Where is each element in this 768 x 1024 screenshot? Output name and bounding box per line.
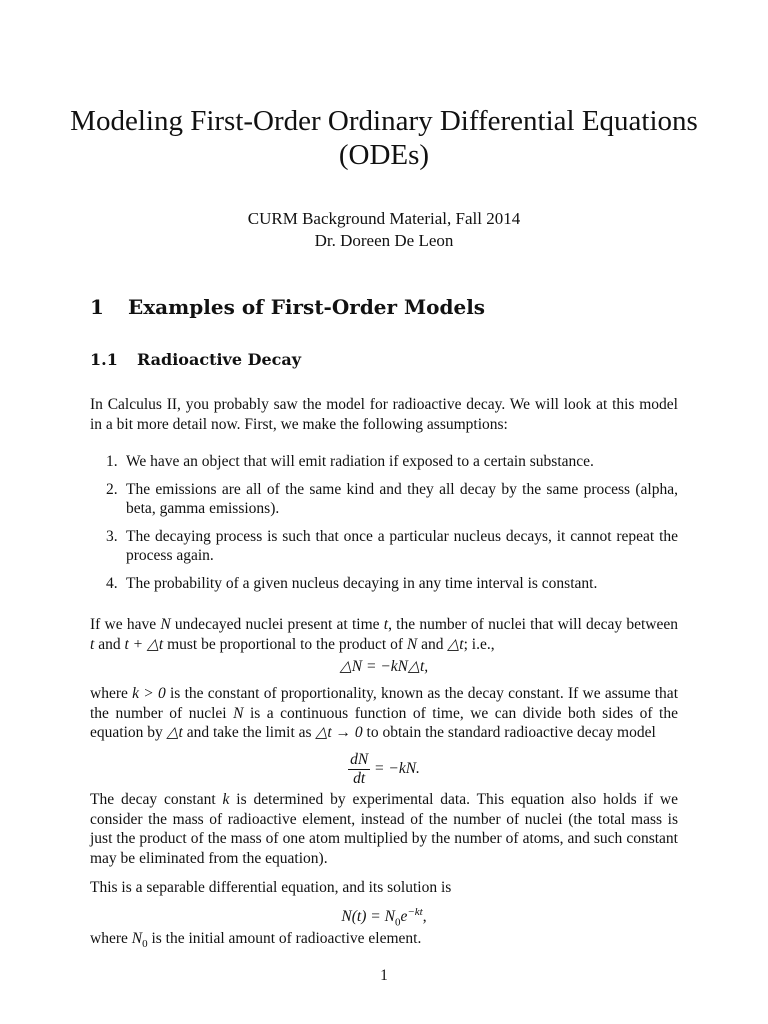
math-var: N — [233, 704, 244, 722]
text-run: is determined by experimental data. This equation also holds if we consider the mass of radioactive element, instead of the number of nuclei (the total mass is just the product of the mass of one atom multiplied by the number of atoms, and such constant may be eliminated from the equation). — [90, 791, 678, 867]
subsection-heading-1-1 — [90, 349, 301, 371]
equation-dn-dt — [90, 751, 678, 788]
list-item — [106, 574, 678, 594]
section-title: Examples of First-Order Models — [128, 295, 486, 319]
math-expr: k > 0 — [132, 685, 166, 702]
math-var: N — [406, 635, 418, 653]
title-line-1: Modeling First-Order Ordinary Differential Equations — [70, 105, 698, 137]
list-marker: 2. — [106, 480, 118, 498]
list-item-text: The emissions are all of the same kind and they all decay by the same process (alpha, beta, gamma emissions). — [126, 480, 678, 517]
math-var: t — [383, 616, 389, 633]
math-var: e — [400, 908, 408, 926]
math-var: N — [131, 930, 143, 947]
subscript: 0 — [394, 916, 401, 929]
list-marker: 3. — [106, 527, 118, 545]
fraction — [348, 751, 370, 788]
list-item-text: We have an object that will emit radiation if exposed to a certain substance. — [126, 453, 594, 470]
math-expr: △t — [447, 635, 464, 653]
paper-meta — [60, 208, 708, 252]
math-expr: t + △t — [124, 635, 164, 653]
paragraph-initial-amount — [90, 929, 678, 955]
intro-text: In Calculus II, you probably saw the model for radioactive decay. We will look at this model in a bit more detail now. First, we make the following assumptions: — [90, 396, 678, 433]
text-run: and — [417, 635, 448, 653]
page-number: 1 — [380, 967, 388, 984]
text-run: must be proportional to the product of — [163, 635, 407, 653]
paragraph-separable — [90, 878, 678, 898]
math-expr: △t → 0 — [315, 724, 363, 741]
list-item — [106, 452, 678, 472]
paragraph-text — [90, 684, 678, 743]
text-run: to obtain the standard radioactive decay model — [362, 724, 656, 741]
list-marker: 1. — [106, 453, 118, 470]
text-run: , the number of nuclei that will decay between — [388, 616, 679, 633]
text-run: where — [90, 685, 133, 702]
paragraph-text — [90, 929, 678, 955]
text-run: ; i.e., — [463, 635, 495, 653]
paragraph-decay-setup — [90, 615, 678, 654]
text-run: and — [94, 635, 125, 653]
text-run: is the initial amount of radioactive element. — [147, 930, 422, 947]
math-var: k — [222, 791, 230, 808]
paragraph-decay-constant — [90, 790, 678, 868]
intro-paragraph — [90, 395, 678, 434]
paper-title — [60, 104, 708, 172]
fraction-numerator: dN — [350, 751, 369, 768]
equation-text: △N = −kN△t, — [339, 658, 429, 675]
text-run: is a continuous function of time, we can divide both sides of the equation by — [90, 704, 678, 741]
list-item — [106, 527, 678, 566]
math-var: N — [160, 616, 171, 633]
subsection-title: Radioactive Decay — [137, 350, 302, 369]
paragraph-decay-model — [90, 684, 678, 743]
text-run: If we have — [90, 616, 161, 633]
title-line-2: (ODEs) — [338, 139, 430, 171]
list-item — [106, 480, 678, 519]
equation-lhs: N(t) = N — [341, 908, 395, 926]
paragraph-text — [90, 615, 678, 654]
list-item-text: The decaying process is such that once a particular nucleus decays, it cannot repeat the process again. — [126, 527, 678, 564]
text-run: The decay constant — [90, 791, 223, 808]
text-run: and take the limit as — [182, 724, 316, 741]
text-run: is the constant of proportionality, known as the decay constant. If we assume that the number of nuclei — [90, 685, 678, 722]
math-expr: △t — [166, 724, 183, 741]
paper-author: Dr. Doreen De Leon — [314, 231, 454, 250]
list-item-text: The probability of a given nucleus decaying in any time interval is constant. — [126, 574, 598, 592]
list-marker: 4. — [106, 574, 118, 592]
subsection-number: 1.1 — [90, 350, 118, 369]
paragraph-text: This is a separable differential equation, and its solution is — [90, 879, 452, 896]
paragraph-text — [90, 790, 678, 868]
paper-subtitle: CURM Background Material, Fall 2014 — [247, 209, 521, 228]
assumptions-list — [106, 452, 678, 593]
text-run: undecayed nuclei present at time — [170, 616, 384, 633]
math-var: t — [90, 635, 95, 653]
section-heading-1 — [90, 294, 485, 320]
text-run: where — [90, 930, 132, 947]
text-run: , — [422, 908, 427, 926]
equation-rhs: = −kN. — [370, 760, 420, 778]
equation-delta-n — [90, 657, 678, 677]
fraction-denominator: dt — [353, 770, 366, 787]
superscript: −kt — [407, 906, 423, 918]
section-number: 1 — [90, 295, 104, 319]
subscript: 0 — [142, 938, 148, 951]
